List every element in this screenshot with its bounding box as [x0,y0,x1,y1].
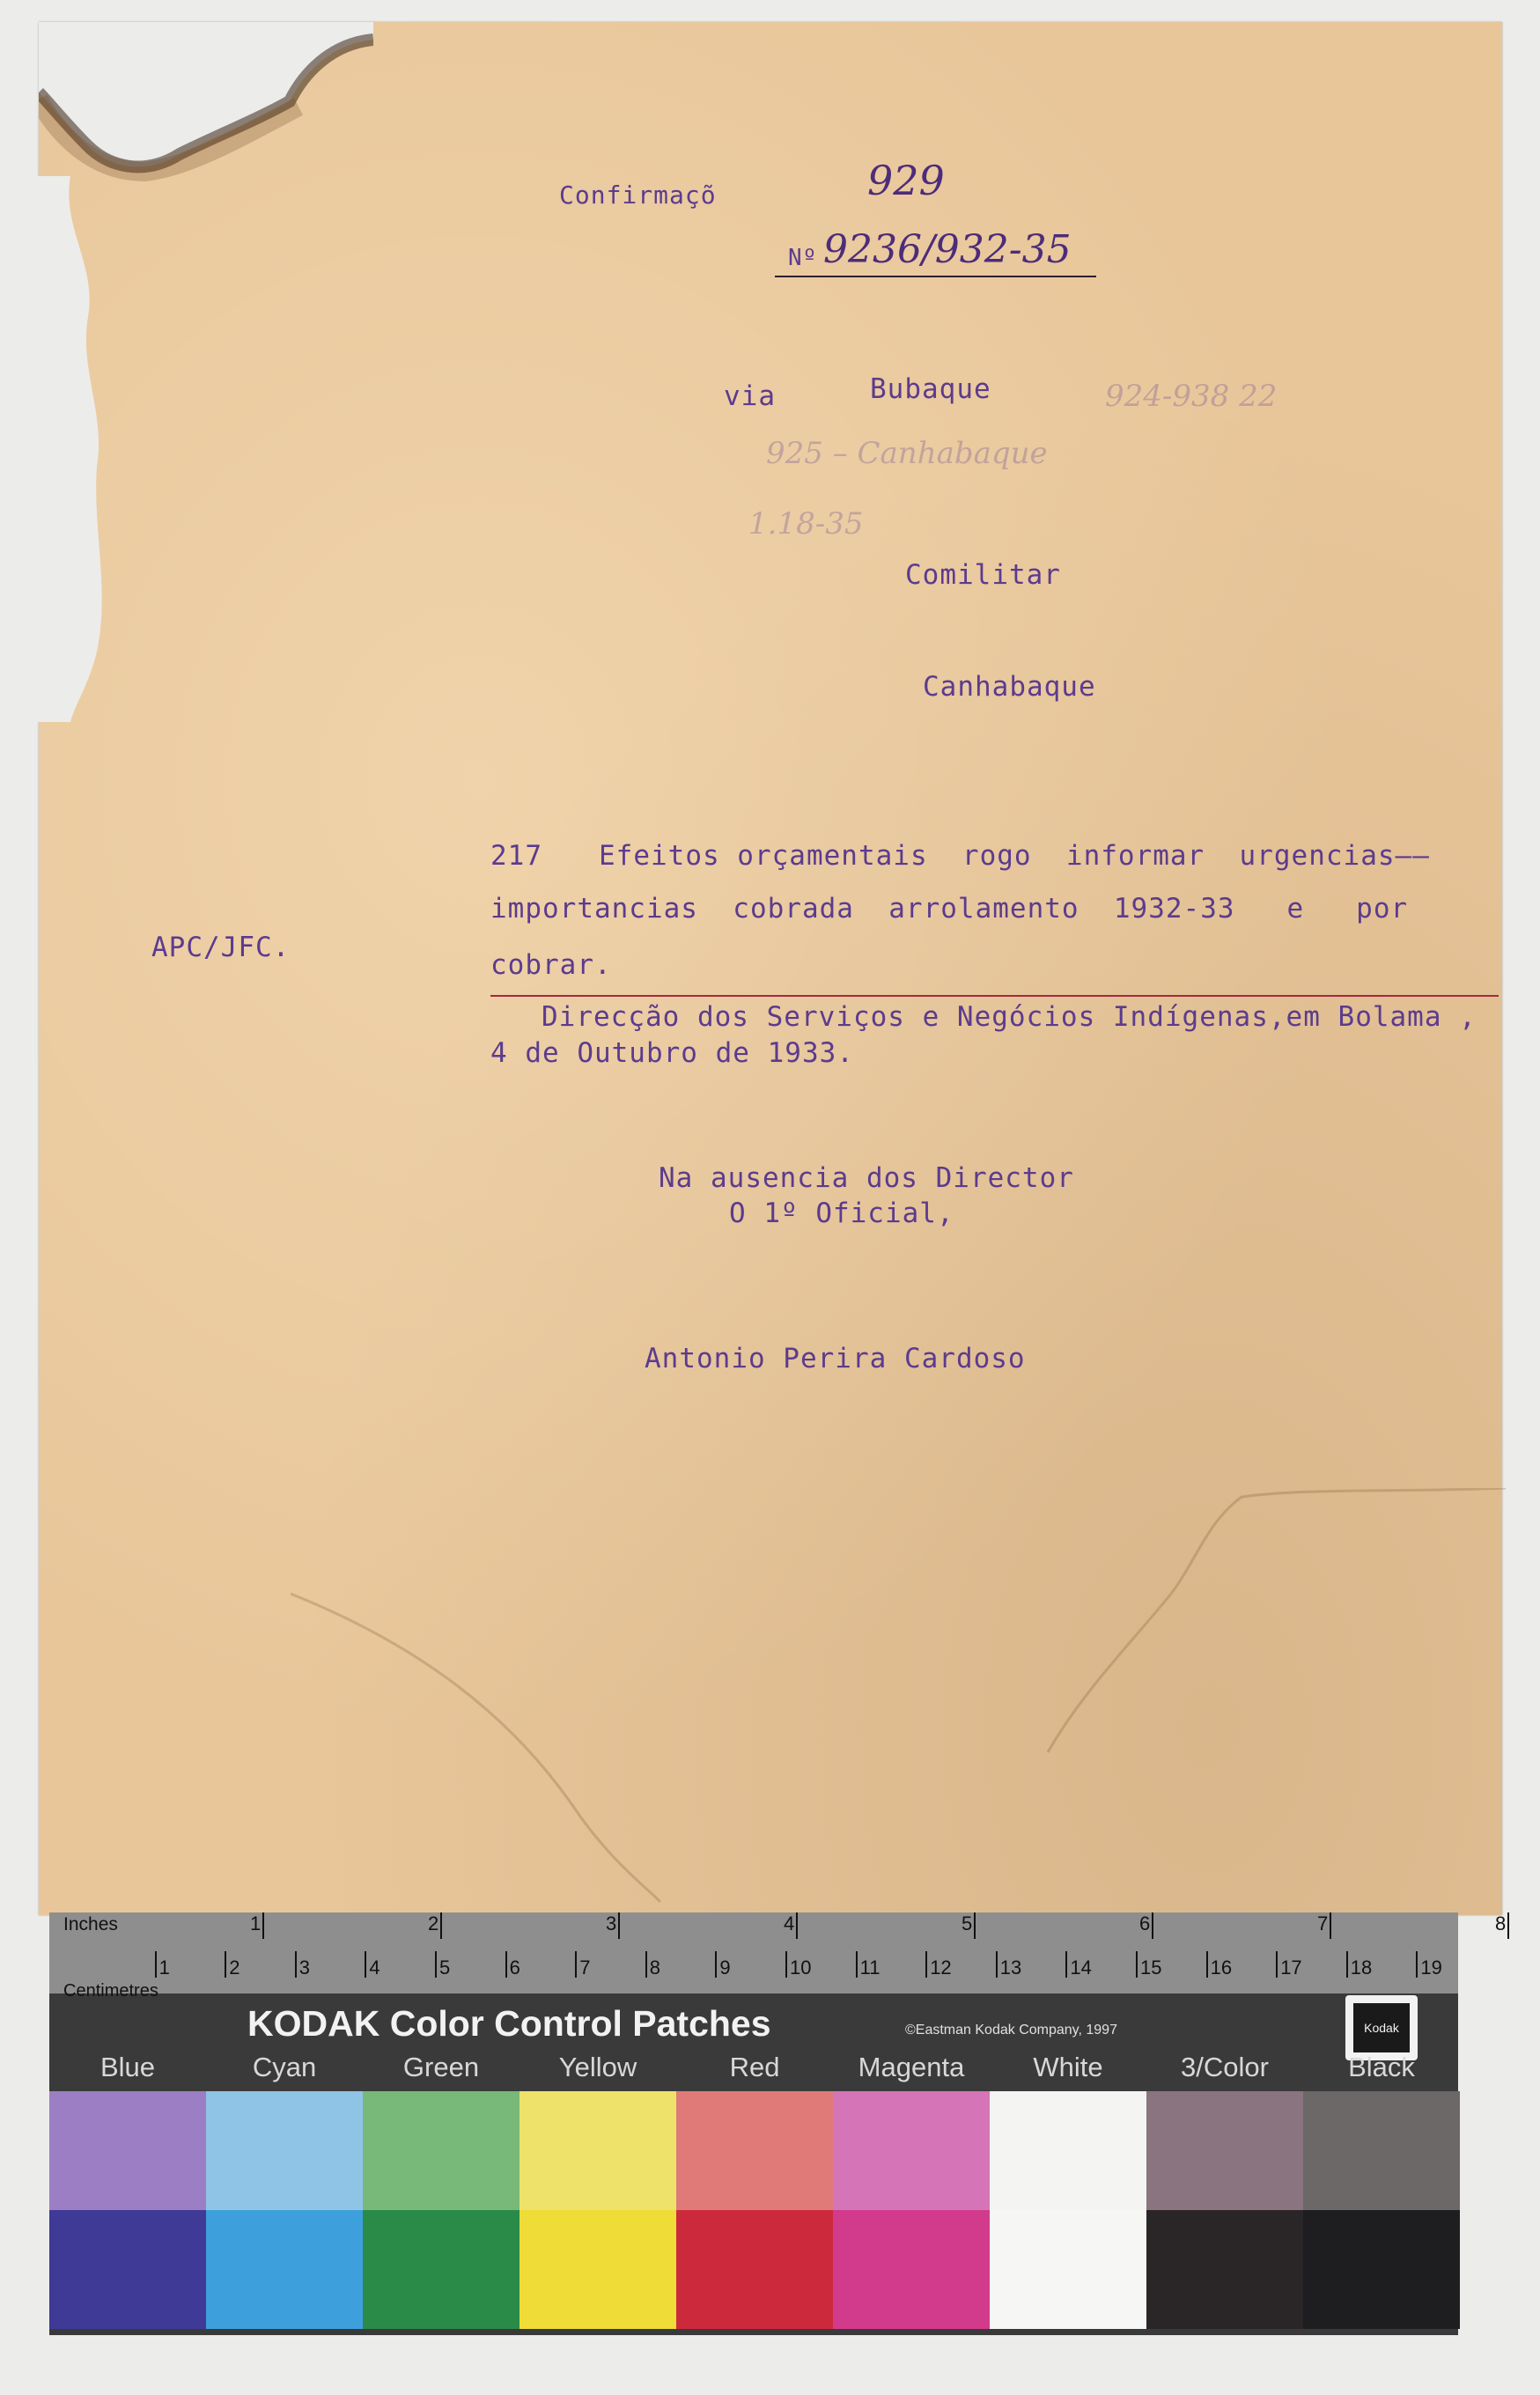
handwritten-number-top: 929 [867,157,945,204]
cm-number: 18 [1350,1957,1373,1979]
cm-tick [365,1951,366,1978]
inch-number: 8 [1495,1912,1507,1934]
confirmation-label: Confirmaçõ [559,181,717,210]
cm-number: 6 [509,1957,520,1979]
cm-tick [1416,1951,1418,1978]
cm-number: 14 [1070,1957,1092,1979]
via-place: Bubaque [870,373,991,405]
centimetres-label: Centimetres [63,1981,158,2001]
patch-top-blue [49,2091,206,2210]
patch-top-magenta [833,2091,990,2210]
cm-number: 11 [859,1957,881,1979]
patch-top-green [363,2091,519,2210]
cm-tick [1136,1951,1138,1978]
cm-tick [435,1951,437,1978]
inch-tick [618,1912,620,1939]
inches-label: Inches [63,1914,118,1934]
patch-bottom-red [676,2210,833,2329]
kodak-title: KODAK Color Control Patches [247,2003,771,2044]
patch-bottom-black [1303,2210,1460,2329]
inch-tick [440,1912,442,1939]
cm-number: 1 [158,1957,170,1979]
cm-tick [996,1951,998,1978]
patch-label-red: Red [729,2052,780,2082]
message-number: 217 [490,840,542,872]
patch-top-3-color [1146,2091,1303,2210]
inch-number: 7 [1317,1912,1329,1934]
patch-top-yellow [519,2091,676,2210]
cm-tick [155,1951,157,1978]
patch-label-3-color: 3/Color [1181,2052,1269,2082]
inch-number: 3 [606,1912,617,1934]
inch-number: 2 [428,1912,439,1934]
via-label: via [724,380,776,412]
cm-tick [715,1951,717,1978]
kodak-color-target [49,1912,1507,2335]
closing-line-1: Na ausencia dos Director [659,1162,1074,1194]
faint-handwriting-3: 1.18-35 [748,506,864,542]
patch-bottom-3-color [1146,2210,1303,2329]
origin-line-2: 4 de Outubro de 1933. [490,1037,854,1069]
faint-handwriting-1: 924-938 22 [1105,379,1278,414]
patch-bottom-cyan [206,2210,363,2329]
patch-top-white [990,2091,1146,2210]
inch-number: 5 [962,1912,973,1934]
message-line-1: Efeitos orçamentais rogo informar urgencias—— [599,840,1430,872]
cm-tick [1206,1951,1208,1978]
cm-number: 19 [1420,1957,1442,1979]
message-line-3: cobrar. [490,949,612,981]
number-prefix: Nº [788,245,818,271]
cm-number: 8 [649,1957,661,1979]
red-divider [490,995,1499,997]
recipient: Comilitar [905,559,1061,591]
patch-label-yellow: Yellow [558,2052,637,2082]
cm-tick [575,1951,577,1978]
cm-tick [1065,1951,1067,1978]
cm-number: 4 [369,1957,380,1979]
number-underline [775,276,1096,277]
kodak-logo [1345,1995,1418,2060]
message-line-2: importancias cobrada arrolamento 1932-33 e por [490,893,1409,925]
inch-number: 6 [1139,1912,1151,1934]
recipient-place: Canhabaque [923,671,1096,703]
cm-tick [1276,1951,1278,1978]
cm-number: 7 [579,1957,591,1979]
patch-bottom-white [990,2210,1146,2329]
closing-line-2: O 1º Oficial, [729,1198,954,1229]
patch-label-green: Green [402,2052,480,2082]
patch-top-black [1303,2091,1460,2210]
patch-label-white: White [1033,2052,1103,2082]
cm-number: 10 [790,1957,812,1979]
patch-label-blue: Blue [99,2052,156,2082]
inch-tick [262,1912,264,1939]
patch-top-cyan [206,2091,363,2210]
kodak-logo-text: Kodak [1353,2003,1410,2052]
cm-tick [856,1951,858,1978]
document-paper [39,22,1502,1915]
inch-number: 1 [250,1912,262,1934]
inch-tick [1507,1912,1509,1939]
cm-tick [645,1951,647,1978]
kodak-copyright: ©Eastman Kodak Company, 1997 [905,2023,1117,2038]
cm-tick [295,1951,297,1978]
faint-handwriting-2: 925 – Canhabaque [766,436,1048,471]
origin-line-1: Direcção dos Serviços e Negócios Indígenas,em Bolama , [542,1001,1477,1033]
patch-label-cyan: Cyan [252,2052,317,2082]
cm-tick [925,1951,927,1978]
cm-number: 16 [1210,1957,1233,1979]
patch-label-magenta: Magenta [858,2052,965,2082]
cm-number: 9 [719,1957,731,1979]
patch-top-red [676,2091,833,2210]
inch-tick [974,1912,976,1939]
cm-number: 5 [439,1957,451,1979]
side-reference: APC/JFC. [151,932,291,963]
cm-number: 2 [229,1957,240,1979]
cm-number: 13 [999,1957,1022,1979]
cm-tick [785,1951,787,1978]
cm-number: 12 [930,1957,952,1979]
patch-bottom-yellow [519,2210,676,2329]
cm-number: 17 [1280,1957,1302,1979]
cm-tick [505,1951,507,1978]
handwritten-number: 9236/932-35 [823,227,1072,272]
cm-number: 3 [298,1957,311,1979]
patch-bottom-magenta [833,2210,990,2329]
cm-tick [225,1951,226,1978]
inch-number: 4 [784,1912,795,1934]
patch-label-black: Black [1348,2052,1415,2082]
signatory-name: Antonio Perira Cardoso [645,1343,1026,1374]
cm-number: 15 [1140,1957,1162,1979]
inch-tick [1152,1912,1153,1939]
patch-bottom-green [363,2210,519,2329]
inch-tick [796,1912,798,1939]
patch-bottom-blue [49,2210,206,2329]
inch-tick [1330,1912,1331,1939]
measurement-ruler [49,1912,1507,2001]
cm-tick [1346,1951,1348,1978]
